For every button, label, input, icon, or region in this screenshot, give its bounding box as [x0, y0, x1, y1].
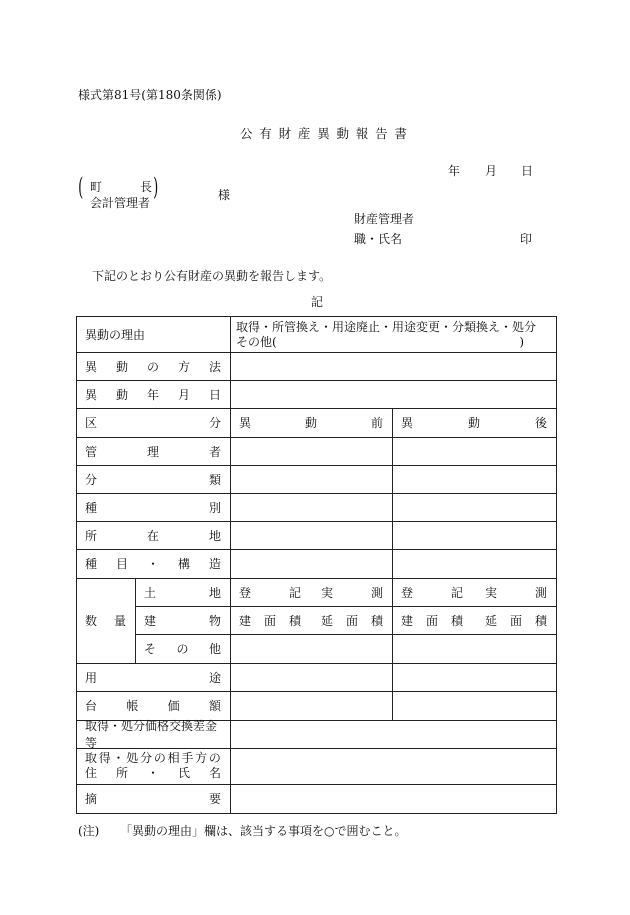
cell-label-text: 土 地: [144, 585, 221, 600]
cell-label-text: 異 動 の 方 法: [85, 359, 221, 374]
usage-label: [76, 663, 230, 691]
method-input[interactable]: [231, 353, 556, 380]
land-before-headers: [230, 578, 392, 606]
right-bracket: ): [153, 173, 159, 201]
counterparty-input[interactable]: [231, 749, 556, 784]
cell-label-text: 種 目 ・ 構 造: [85, 557, 221, 571]
manager-after-input[interactable]: [393, 438, 556, 465]
building-after-area: 建 面 積: [401, 613, 463, 628]
building-before-area: 建 面 積: [239, 613, 301, 628]
land-label: [135, 578, 230, 606]
cell-label-text: 異 動 年 月 日: [85, 387, 221, 402]
date-year-label: 年: [448, 164, 461, 178]
reporter-role: 財産管理者: [354, 212, 415, 226]
cell-label-text: 摘 要: [85, 792, 221, 806]
page-title: 公有財産異動報告書: [240, 126, 414, 141]
building-before-headers: [230, 606, 392, 634]
counterparty-label: [76, 748, 230, 784]
other-label: [135, 634, 230, 663]
counterparty-line1: 取 得 ・ 処 分 の 相 手 方 の: [85, 751, 221, 765]
land-before-registered: 登 記: [239, 585, 301, 600]
quantity-label: [76, 578, 135, 663]
cell-label-text: 異 動 前: [239, 416, 383, 430]
cell-label-text: 区 分: [85, 416, 221, 430]
date-day-label: 日: [521, 164, 534, 178]
reason-options-line2: [236, 335, 524, 350]
land-after-registered: 登 記: [401, 585, 463, 600]
intro-text: 下記のとおり公有財産の異動を報告します。: [92, 269, 332, 283]
ki-label: 記: [311, 295, 324, 309]
cell-label-text: 所 在 地: [85, 528, 221, 543]
cell-label-text: 台 帳 価 額: [85, 699, 221, 713]
cell-label-text: 種 別: [85, 500, 221, 515]
remarks-input[interactable]: [231, 785, 556, 813]
date-input[interactable]: [231, 381, 556, 408]
land-before-measured: 実 測: [321, 585, 383, 600]
building-after-headers: [392, 606, 556, 634]
counterparty-line2: 住 所 ・ 氏 名: [85, 766, 221, 780]
land-after-headers: [392, 578, 556, 606]
date-month-label: 月: [485, 164, 498, 178]
addressee-line1a: 町: [90, 180, 103, 194]
land-after-measured: 実 測: [485, 585, 547, 600]
note-text: 「異動の理由」欄は、該当する事項を○で囲むこと。: [120, 824, 407, 838]
date-label: [76, 380, 230, 408]
addressee-honorific: 様: [218, 188, 231, 202]
reason-other-close: ): [519, 335, 524, 349]
addressee-line2: 会計管理者: [90, 196, 151, 210]
exchange-label: 取得・処分価格交換差金等: [85, 719, 218, 750]
cell-label-text: 数 量: [85, 614, 126, 628]
exchange-input[interactable]: [231, 721, 556, 748]
reporter-name-label: 職・氏名: [354, 232, 403, 246]
building-after-floor: 延 面 積: [485, 613, 547, 628]
item-structure-label: [76, 549, 230, 578]
location-label: [76, 521, 230, 549]
seal-mark: 印: [520, 232, 533, 246]
cell-label-text: 建 物: [144, 613, 221, 628]
form-number: 様式第81号(第180条関係): [78, 88, 222, 102]
reason-label: 異動の理由: [85, 327, 146, 342]
cell-label-text: 分 類: [85, 472, 221, 487]
classification-label: [76, 465, 230, 493]
reason-options[interactable]: [230, 318, 556, 352]
cell-label-text: 用 途: [85, 670, 221, 685]
cell-label-text: そ の 他: [144, 642, 221, 656]
after-label: [392, 408, 556, 437]
building-before-floor: 延 面 積: [321, 613, 383, 628]
left-bracket: (: [78, 173, 84, 201]
building-label: [135, 606, 230, 634]
category-label: [76, 408, 230, 437]
method-label: [76, 352, 230, 380]
type-label: [76, 493, 230, 521]
note-label: (注): [78, 824, 100, 838]
addressee-line1b: 長: [140, 180, 153, 194]
remarks-label: [76, 784, 230, 813]
reason-other-open: その他(: [236, 335, 277, 349]
manager-before-input[interactable]: [231, 438, 392, 465]
cell-label-text: 異 動 後: [401, 416, 547, 430]
cell-label-text: 管 理 者: [85, 444, 221, 459]
reason-options-line1: 取得・所管換え・用途廃止・用途変更・分類換え・処分: [236, 320, 537, 334]
ledger-value-label: [76, 691, 230, 720]
manager-label: [76, 437, 230, 465]
before-label: [230, 408, 392, 437]
